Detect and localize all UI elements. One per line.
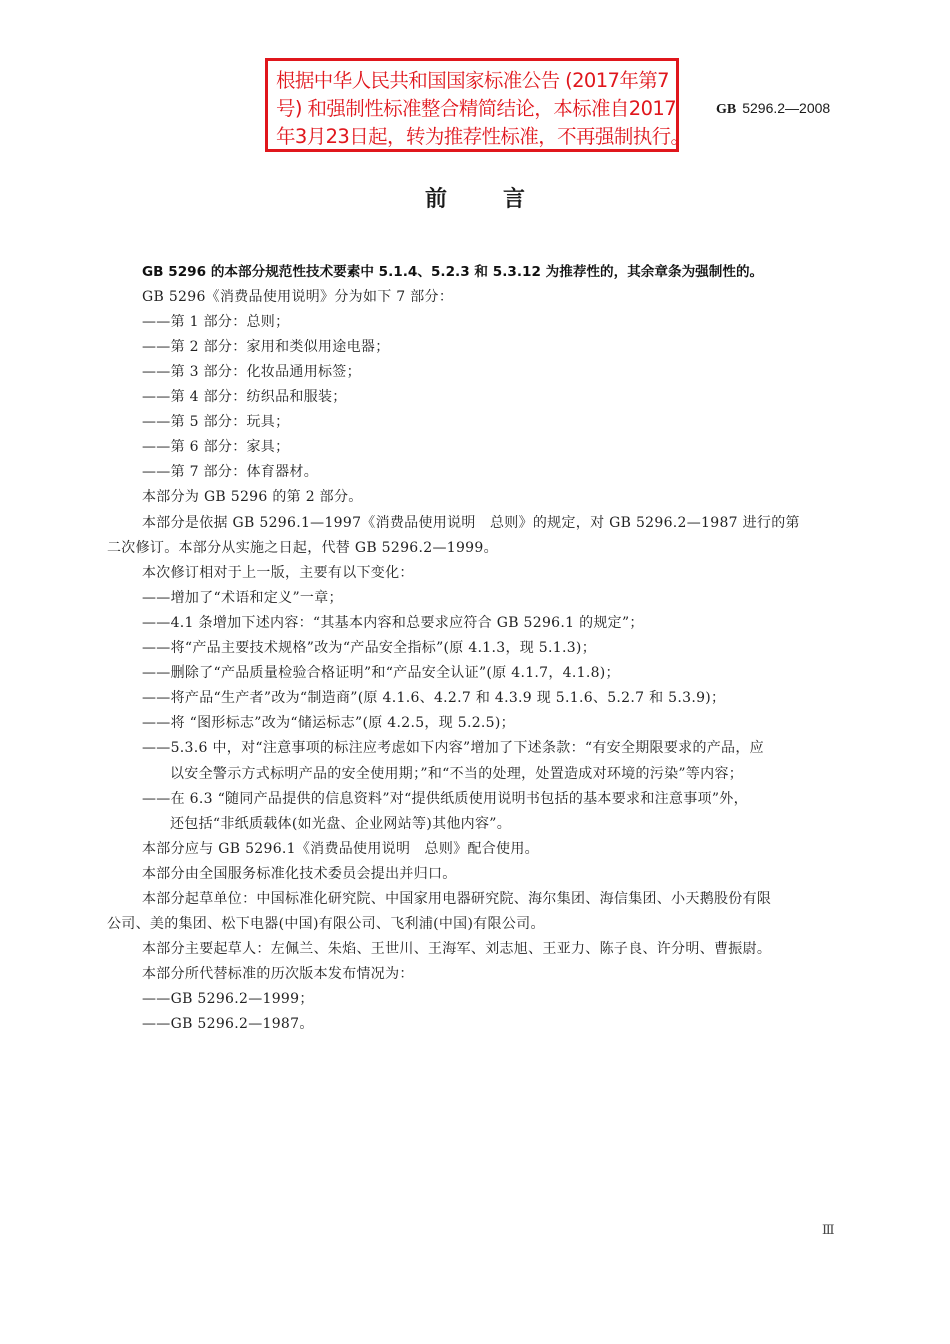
list-item: ——第 4 部分：纺织品和服装； — [142, 389, 347, 405]
paragraph-line: GB 5296 的本部分规范性技术要素中 5.1.4、5.2.3 和 5.3.12 为推荐性的，其余章条为强制性的。 — [142, 264, 764, 280]
standard-code: 5296.2—2008 — [742, 100, 831, 116]
list-item-continuation: 以安全警示方式标明产品的安全使用期；”和“不当的处理，处置造成对环境的污染”等内容； — [170, 766, 744, 782]
page-title: 前言 — [424, 187, 581, 212]
notice-line-3: 年3月23日起，转为推荐性标准，不再强制执行。 — [276, 125, 690, 148]
paragraph-line: GB 5296《消费品使用说明》分为如下 7 部分： — [142, 289, 454, 305]
list-item: ——GB 5296.2—1999； — [142, 991, 314, 1007]
page-number: Ⅲ — [822, 1222, 835, 1237]
list-item: ——将产品“生产者”改为“制造商”(原 4.1.6、4.2.7 和 4.3.9 现 5.1.6、5.2.7 和 5.3.9)； — [142, 690, 726, 706]
list-item: ——第 3 部分：化妆品通用标签； — [142, 364, 361, 380]
list-item: ——第 5 部分：玩具； — [142, 414, 290, 430]
paragraph-line: 本部分主要起草人：左佩兰、朱焰、王世川、王海军、刘志旭、王亚力、陈子良、许分明、曹振尉。 — [142, 941, 772, 957]
list-item: ——5.3.6 中，对“注意事项的标注应考虑如下内容”增加了下述条款：“有安全期限要求的产品，应 — [142, 740, 764, 756]
paragraph-line: 本部分为 GB 5296 的第 2 部分。 — [142, 489, 363, 505]
paragraph-line: 本部分是依据 GB 5296.1—1997《消费品使用说明 总则》的规定，对 GB 5296.2—1987 进行的第 — [142, 515, 800, 531]
list-item: ——将“产品主要技术规格”改为“产品安全指标”(原 4.1.3，现 5.1.3)； — [142, 640, 596, 656]
list-item: ——GB 5296.2—1987。 — [142, 1016, 314, 1032]
list-item-continuation: 还包括“非纸质载体(如光盘、企业网站等)其他内容”。 — [170, 816, 512, 832]
paragraph-line: 本次修订相对于上一版，主要有以下变化： — [142, 565, 414, 581]
paragraph-line: 本部分由全国服务标准化技术委员会提出并归口。 — [142, 866, 457, 882]
notice-line-2: 号) 和强制性标准整合精简结论，本标准自2017 — [276, 97, 677, 120]
paragraph-line: 本部分起草单位：中国标准化研究院、中国家用电器研究院、海尔集团、海信集团、小天鹅股份有限 — [142, 891, 772, 907]
paragraph-line: 公司、美的集团、松下电器(中国)有限公司、飞利浦(中国)有限公司。 — [107, 916, 545, 932]
paragraph-line: 本部分应与 GB 5296.1《消费品使用说明 总则》配合使用。 — [142, 841, 539, 857]
mandatory-status-notice — [265, 58, 690, 152]
list-item: ——4.1 条增加下述内容：“其基本内容和总要求应符合 GB 5296.1 的规定”； — [142, 615, 644, 631]
list-item: ——第 1 部分：总则； — [142, 314, 290, 330]
standard-prefix: GB — [716, 102, 737, 117]
list-item: ——将 “图形标志”改为“储运标志”(原 4.2.5，现 5.2.5)； — [142, 715, 515, 731]
paragraph-line: 二次修订。本部分从实施之日起，代替 GB 5296.2—1999。 — [107, 540, 498, 556]
list-item: ——在 6.3 “随同产品提供的信息资料”对“提供纸质使用说明书包括的基本要求和注意事项”外， — [142, 791, 748, 807]
paragraph-line: 本部分所代替标准的历次版本发布情况为： — [142, 966, 414, 982]
list-item: ——第 6 部分：家具； — [142, 439, 290, 455]
list-item: ——第 7 部分：体育器材。 — [142, 464, 319, 480]
list-item: ——第 2 部分：家用和类似用途电器； — [142, 339, 390, 355]
list-item: ——增加了“术语和定义”一章； — [142, 590, 343, 606]
standard-number — [716, 100, 830, 118]
notice-line-1: 根据中华人民共和国国家标准公告 (2017年第7 — [276, 69, 669, 92]
list-item: ——删除了“产品质量检验合格证明”和“产品安全认证”(原 4.1.7，4.1.8)； — [142, 665, 620, 681]
